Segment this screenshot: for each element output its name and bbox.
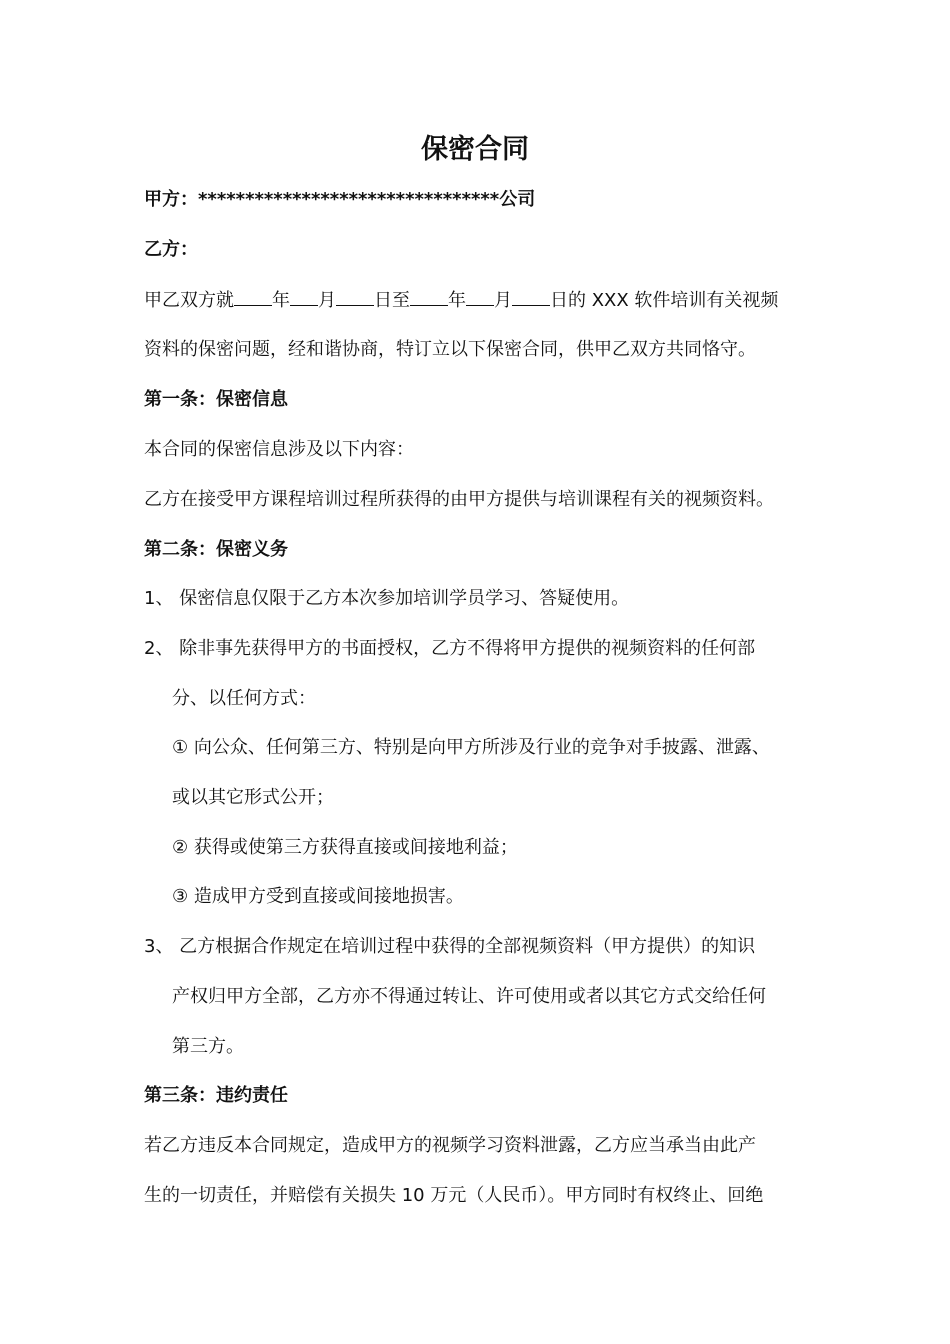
day-blank-2 — [512, 285, 550, 306]
intro-month: 月 — [318, 290, 336, 311]
intro-year-2: 年 — [448, 290, 466, 311]
intro-line-1 — [144, 285, 778, 316]
article-2-item-2-line-1: 2、 除非事先获得甲方的书面授权，乙方不得将甲方提供的视频资料的任何部 — [144, 638, 756, 659]
article-3-line-2: 生的一切责任，并赔偿有关损失 10 万元（人民币）。甲方同时有权终止、回绝 — [144, 1185, 764, 1206]
month-blank-2 — [466, 285, 494, 306]
article-2-sub-1-line-2: 或以其它形式公开； — [172, 787, 334, 808]
intro-text-start: 甲乙双方就 — [144, 290, 234, 311]
article-2-item-3-line-2: 产权归甲方全部，乙方亦不得通过转让、许可使用或者以其它方式交给任何 — [172, 986, 766, 1007]
party-a-line: 甲方：********************************公司 — [144, 189, 536, 210]
article-2-item-3-line-3: 第三方。 — [172, 1036, 244, 1057]
year-blank — [234, 285, 272, 306]
article-1-heading: 第一条：保密信息 — [144, 389, 288, 410]
article-2-sub-1-line-1: ① 向公众、任何第三方、特别是向甲方所涉及行业的竞争对手披露、泄露、 — [172, 737, 770, 758]
article-2-sub-2: ② 获得或使第三方获得直接或间接地利益； — [172, 837, 518, 858]
article-2-sub-3: ③ 造成甲方受到直接或间接地损害。 — [172, 886, 464, 907]
article-2-item-2-line-2: 分、以任何方式： — [172, 688, 316, 709]
intro-day-to: 日至 — [374, 290, 410, 311]
intro-month-2: 月 — [494, 290, 512, 311]
article-2-item-1: 1、 保密信息仅限于乙方本次参加培训学员学习、答疑使用。 — [144, 588, 630, 609]
intro-day-of: 日的 XXX 软件培训有关视频 — [550, 290, 779, 311]
article-3-line-1: 若乙方违反本合同规定，造成甲方的视频学习资料泄露，乙方应当承当由此产 — [144, 1135, 756, 1156]
party-b-line: 乙方： — [144, 239, 198, 260]
article-2-heading: 第二条：保密义务 — [144, 539, 288, 560]
day-blank — [336, 285, 374, 306]
year-blank-2 — [410, 285, 448, 306]
document-title: 保密合同 — [421, 134, 529, 165]
intro-year: 年 — [272, 290, 290, 311]
article-1-line-2: 乙方在接受甲方课程培训过程所获得的由甲方提供与培训课程有关的视频资料。 — [144, 489, 774, 510]
intro-line-2: 资料的保密问题，经和谐协商，特订立以下保密合同，供甲乙双方共同恪守。 — [144, 339, 756, 360]
article-1-line-1: 本合同的保密信息涉及以下内容： — [144, 439, 414, 460]
article-3-heading: 第三条：违约责任 — [144, 1085, 288, 1106]
month-blank — [290, 285, 318, 306]
article-2-item-3-line-1: 3、 乙方根据合作规定在培训过程中获得的全部视频资料（甲方提供）的知识 — [144, 936, 756, 957]
